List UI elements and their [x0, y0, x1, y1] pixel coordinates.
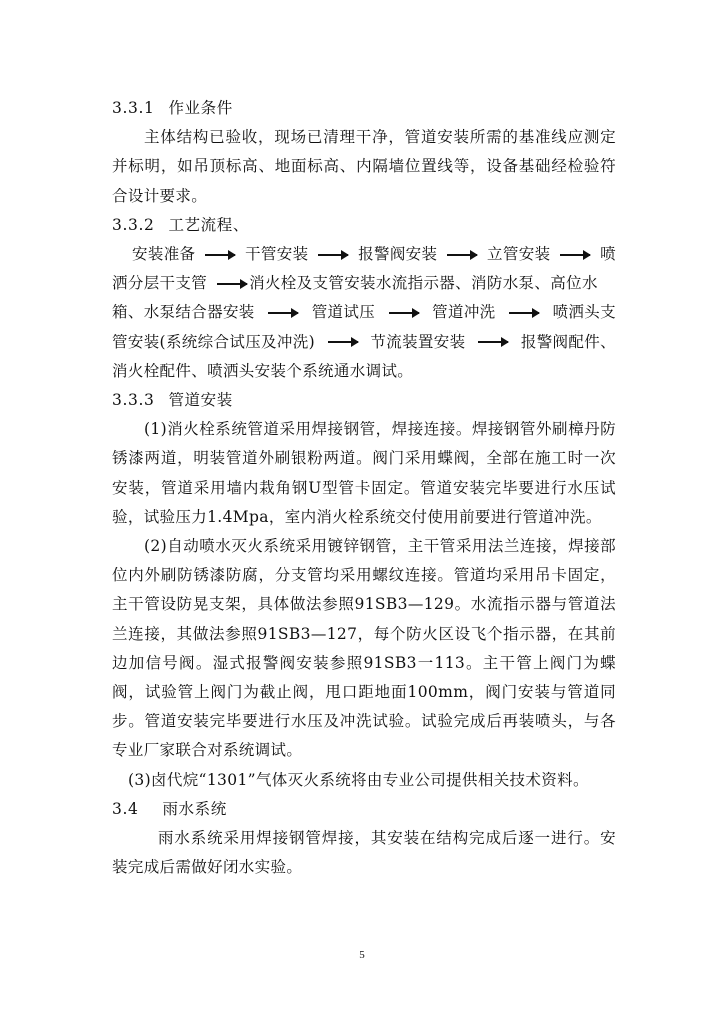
process-flow-line-1 [112, 240, 616, 269]
flow-step: 安装准备 [132, 245, 196, 264]
arrow-right-icon [217, 283, 247, 285]
flow-step: 节流装置安装 [370, 332, 466, 351]
flow-step: 喷洒头支 [552, 303, 616, 322]
flow-step: 喷 [600, 245, 616, 264]
flow-step: 干管安装 [245, 245, 309, 264]
section-heading-3-3-3 [112, 386, 616, 415]
process-flow-line-3 [112, 298, 616, 327]
flow-step: 报警阀配件、 [520, 332, 616, 351]
section-number: 3.3.1 [112, 99, 155, 117]
section-number: 3.4 [112, 799, 139, 818]
section-number: 3.3.2 [112, 215, 155, 234]
section-number: 3.3.3 [112, 390, 155, 409]
arrow-right-icon [318, 254, 348, 256]
arrow-right-icon [328, 341, 358, 343]
flow-step: 立管安装 [487, 245, 551, 264]
paragraph-work-conditions: 主体结构已验收，现场已清理干净，管道安装所需的基准线应测定并标明，如吊顶标高、地面标高、内隔墙位置线等，设备基础经检验符合设计要求。 [112, 128, 616, 205]
arrow-right-icon [509, 312, 539, 314]
flow-step: 洒分层干支管 [112, 274, 208, 293]
flow-step: 管安装(系统综合试压及冲洗) [112, 332, 315, 351]
arrow-right-icon [205, 254, 235, 256]
section-title: 雨水系统 [162, 799, 227, 818]
paragraph-rainwater-system: 雨水系统采用焊接钢管焊接，其安装在结构完成后逐一进行。安装完成后需做好闭水实验。 [112, 829, 616, 877]
flow-step: 管道试压 [311, 303, 376, 322]
flow-step: 报警阀安装 [358, 245, 438, 264]
arrow-right-icon [268, 312, 298, 314]
flow-step: 箱、水泵结合器安装 [112, 303, 255, 322]
page-number: 5 [359, 949, 365, 961]
section-heading-3-3-1 [112, 94, 616, 123]
section-heading-3-3-2 [112, 211, 616, 240]
page-content [112, 94, 616, 882]
process-flow-line-5: 消火栓配件、喷洒头安装个系统通水调试。 [112, 361, 414, 380]
section-heading-3-4 [112, 795, 616, 824]
flow-step: 消火栓及支管安装水流指示器、消防水泵、高位水 [249, 274, 598, 293]
section-title: 管道安装 [168, 390, 233, 409]
section-title: 作业条件 [168, 99, 233, 117]
arrow-right-icon [447, 254, 477, 256]
arrow-right-icon [478, 341, 508, 343]
arrow-right-icon [389, 312, 419, 314]
process-flow-line-4 [112, 328, 616, 357]
paragraph-sprinkler-piping: (2)自动喷水灭火系统采用镀锌钢管，主干管采用法兰连接，焊接部位内外刷防锈漆防腐，分支管均采用螺纹连接。管道均采用吊卡固定，主干管设防晃支架，具体做法参照91SB3—129。水流指示器与管道法兰连接，其做法参照91SB3—127，每个防火区设飞个指示器，在其前边加信号阀。湿式报警阀安装参照91SB3一113。主干管上阀门为蝶阀，试验管上阀门为截止阀，甩口距地面100mm，阀门安装与管道同步。管道安装完毕要进行水压及冲洗试验。试验完成后再装喷头，与各专业厂家联合对系统调试。 [112, 536, 616, 760]
paragraph-halon-system: (3)卤代烷“1301”气体灭火系统将由专业公司提供相关技术资料。 [128, 770, 589, 789]
flow-step: 管道冲洗 [432, 303, 496, 322]
process-flow-line-2 [112, 269, 616, 298]
paragraph-hydrant-piping: (1)消火栓系统管道采用焊接钢管，焊接连接。焊接钢管外刷樟丹防锈漆两道，明装管道外刷银粉两道。阀门采用蝶阀，全部在施工时一次安装，管道采用墙内栽角钢U型管卡固定。管道安装完毕要进行水压试验，试验压力1.4Mpa，室内消火栓系统交付使用前要进行管道冲洗。 [112, 420, 616, 526]
section-title: 工艺流程、 [168, 215, 249, 234]
arrow-right-icon [560, 254, 590, 256]
